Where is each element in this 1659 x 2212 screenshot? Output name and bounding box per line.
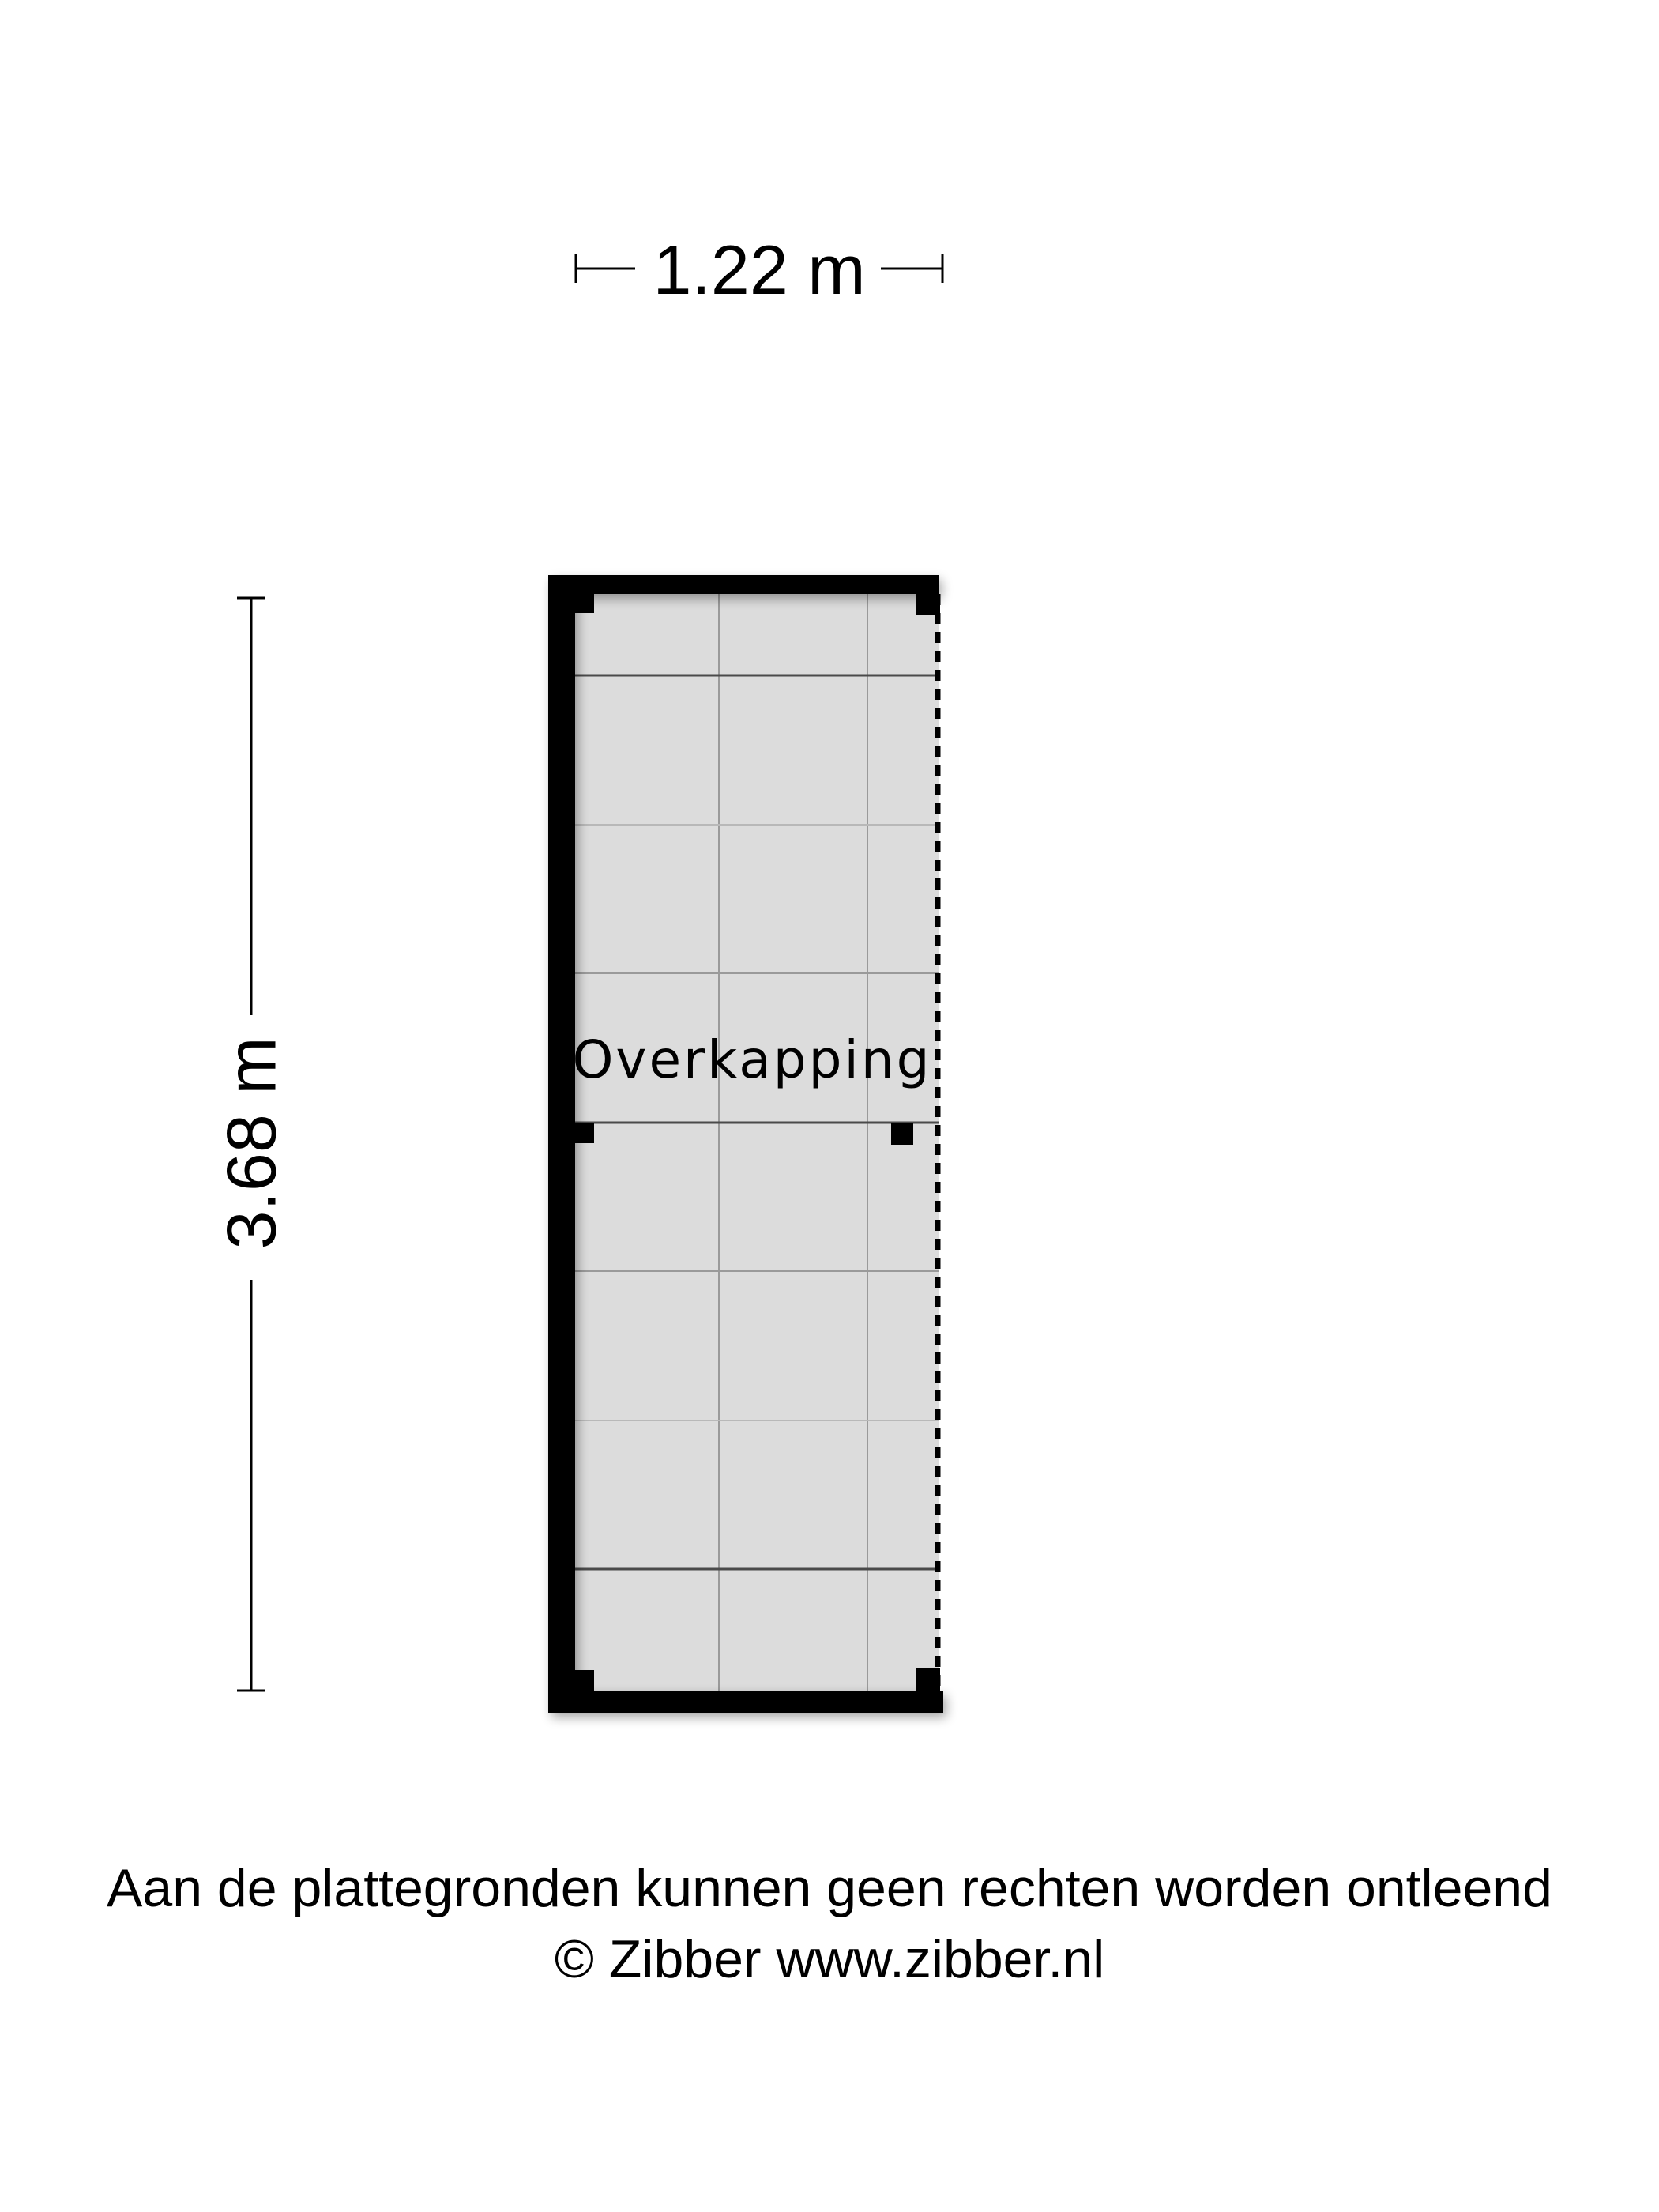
post-middle-right [891,1123,913,1145]
room-floor [575,594,939,1691]
wall-left [548,575,575,1713]
disclaimer-text: Aan de plattegronden kunnen geen rechten worden ontleend [107,1858,1552,1918]
width-label: 1.22 m [653,231,866,309]
post-middle-left [575,1123,594,1143]
post-top-right [916,594,940,615]
post-top-left [575,594,594,613]
post-bottom-left [575,1670,594,1691]
width-dimension [576,231,942,309]
length-dimension [213,598,291,1691]
post-bottom-right [916,1668,940,1691]
wall-bottom [548,1691,943,1713]
length-label: 3.68 m [212,1036,291,1250]
room-label: Overkapping [572,1029,932,1090]
copyright-text: © Zibber www.zibber.nl [554,1929,1105,1989]
wall-top [548,575,939,594]
